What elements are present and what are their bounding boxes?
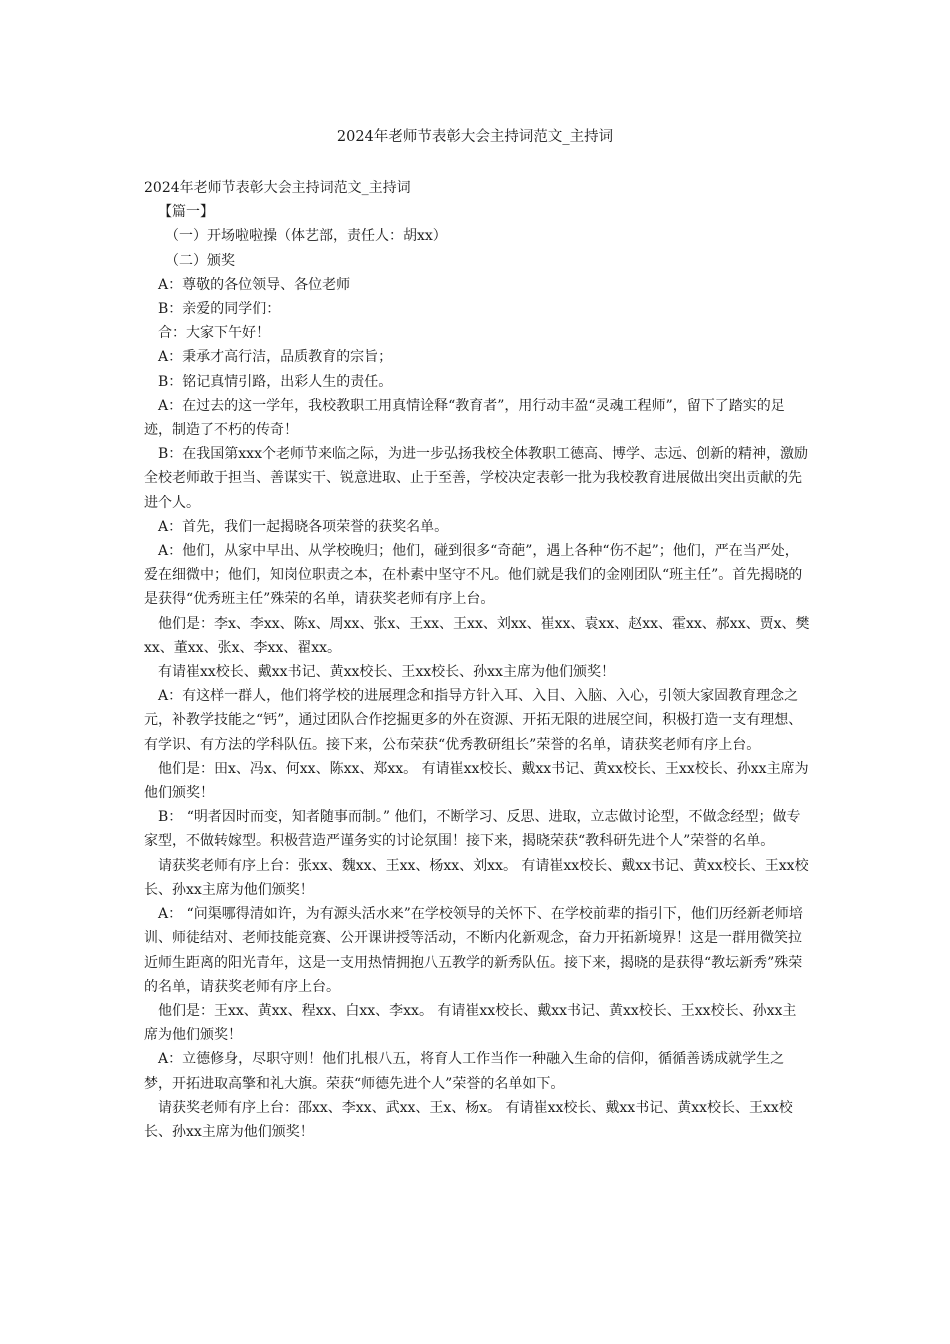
paragraph: A：他们，从家中早出、从学校晚归；他们，碰到很多“奇葩”，遇上各种“伤不起”；他们，严在当严处，爱在细微中；他们，知岗位职责之本，在朴素中坚守不凡。他们就是我们的金刚团队“班主任”。首先揭晓的是获得“优秀班主任”殊荣的名单，请获奖老师有序上台。: [144, 543, 803, 608]
paragraph: A：尊敬的各位领导、各位老师: [158, 276, 351, 293]
paragraph: B： “明者因时而变，知者随事而制。” 他们，不断学习、反思、进取，立志做讨论型，不做念经型；做专家型，不做转嫁型。积极营造严谨务实的讨论氛围！接下来，揭晓荣获“教科研先进个人”荣誉的名单。: [144, 809, 801, 850]
paragraph: B：亲爱的同学们：: [158, 301, 281, 318]
paragraph: A： “问渠哪得清如许，为有源头活水来”在学校领导的关怀下、在学校前辈的指引下，他们历经新老师培训、师徒结对、老师技能竞赛、公开课讲授等活动，不断内化新观念，奋力开拓新境界！这是一群用微笑拉近师生距离的阳光青年，这是一支用热情拥抱八五教学的新秀队伍。接下来，揭晓的是获得“教坛新秀”殊荣的名单，请获奖老师有序上台。: [144, 906, 803, 995]
paragraph: 他们是：田x、冯x、何xx、陈xx、郑xx。 有请崔xx校长、戴xx书记、黄xx校长、王xx校长、孙xx主席为他们颁奖！: [144, 760, 809, 802]
paragraph: 请获奖老师有序上台：邵xx、李xx、武xx、王x、杨x。 有请崔xx校长、戴xx书记、黄xx校长、王xx校长、孙xx主席为他们颁奖！: [144, 1099, 793, 1140]
document-title: 2024年老师节表彰大会主持词范文_主持词: [336, 129, 614, 145]
section-heading: 【篇一】: [158, 204, 214, 221]
paragraph: 请获奖老师有序上台：张xx、魏xx、王xx、杨xx、刘xx。 有请崔xx校长、戴xx书记、黄xx校长、王xx校长、孙xx主席为他们颁奖！: [144, 857, 809, 898]
paragraph: 合：大家下午好！: [158, 325, 270, 342]
paragraph: B：在我国第xxx个老师节来临之际，为进一步弘扬我校全体教职工德高、博学、志远、创新的精神，激励全校老师敢于担当、善谋实干、锐意进取、止于至善，学校决定表彰一批为我校教育进展做出突出贡献的先进个人。: [144, 446, 808, 511]
paragraph: A：有这样一群人，他们将学校的进展理念和指导方针入耳、入目、入脑、入心，引领大家固教育理念之元，补教学技能之“钙”，通过团队合作挖掘更多的外在资源、开拓无限的进展空间，积极打造一支有理想、有学识、有方法的学科队伍。接下来，公布荣获“优秀教研组长”荣誉的名单，请获奖老师有序上台。: [144, 688, 803, 753]
paragraph: 他们是：李x、李xx、陈x、周xx、张x、王xx、王xx、刘xx、崔xx、袁xx、赵xx、霍xx、郝xx、贾x、樊xx、董xx、张x、李xx、翟xx。: [144, 615, 810, 656]
paragraph: A：立德修身，尽职守则！他们扎根八五，将育人工作当作一种融入生命的信仰，循循善诱成就学生之梦，开拓进取高擎和礼大旗。荣获“师德先进个人”荣誉的名单如下。: [144, 1051, 785, 1092]
document-subtitle: 2024年老师节表彰大会主持词范文_主持词: [144, 180, 411, 196]
paragraph: 有请崔xx校长、戴xx书记、黄xx校长、王xx校长、孙xx主席为他们颁奖！: [158, 664, 615, 681]
paragraph: A：秉承才高行洁，品质教育的宗旨；: [158, 349, 393, 366]
paragraph: 他们是：王xx、黄xx、程xx、白xx、李xx。 有请崔xx校长、戴xx书记、黄xx校长、王xx校长、孙xx主席为他们颁奖！: [144, 1002, 797, 1044]
paragraph: （二）颁奖: [165, 252, 235, 269]
paragraph: B：铭记真情引路，出彩人生的责任。: [158, 373, 393, 390]
document-body: [144, 176, 810, 1144]
paragraph: A：在过去的这一学年，我校教职工用真情诠释“教育者”，用行动丰盈“灵魂工程师”，留下了踏实的足迹，制造了不朽的传奇！: [144, 397, 785, 439]
paragraph: （一）开场啦啦操（体艺部，责任人：胡xx）: [165, 228, 447, 245]
paragraph: A：首先，我们一起揭晓各项荣誉的获奖名单。: [158, 518, 449, 535]
